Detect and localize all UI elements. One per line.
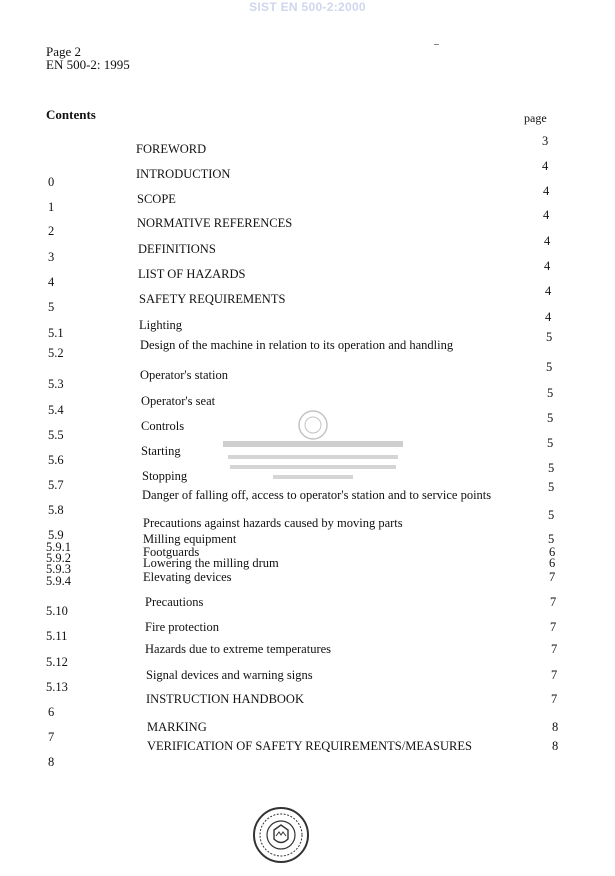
toc-section-number: 7 [48, 730, 55, 744]
toc-page-number: 7 [551, 692, 558, 706]
page-header [46, 45, 130, 71]
toc-section-title: MARKING [147, 720, 207, 734]
toc-section-number: 5.6 [48, 453, 64, 467]
toc-section-number: 5.9.2 [46, 551, 71, 565]
toc-page-number: 7 [551, 668, 558, 682]
toc-section-number: 2 [48, 224, 55, 238]
toc-section-number: 5.10 [46, 604, 68, 618]
toc-section-title: Elevating devices [143, 570, 232, 584]
toc-page-number: 7 [551, 642, 558, 656]
toc-page-number: 6 [549, 545, 556, 559]
toc-section-number: 5.1 [48, 326, 64, 340]
contents-title: Contents [46, 107, 96, 122]
toc-section-title: Precautions against hazards caused by moving parts [143, 516, 403, 530]
toc-page-number: 5 [547, 411, 554, 425]
toc-page-number: 7 [550, 595, 557, 609]
toc-section-title: Stopping [142, 469, 188, 483]
toc-section-title: Fire protection [145, 620, 219, 634]
toc-section-title: NORMATIVE REFERENCES [137, 216, 293, 230]
toc-section-number: 5.5 [48, 428, 64, 442]
toc-section-title: Design of the machine in relation to its operation and handling [140, 338, 454, 352]
toc-section-number: 0 [48, 175, 55, 189]
toc-section-title: Operator's station [140, 368, 228, 382]
toc-section-number: 5.9.1 [46, 540, 71, 554]
toc-section-number: 5.4 [48, 403, 64, 417]
toc-section-title: Footguards [143, 545, 200, 559]
page-column-label: page [524, 111, 547, 125]
toc-section-title: FOREWORD [136, 142, 207, 156]
toc-section-title: Signal devices and warning signs [146, 668, 313, 682]
registry-stamp [218, 405, 408, 515]
toc-section-title: Danger of falling off, access to operator's station and to service points [142, 488, 492, 502]
toc-page-number: 4 [542, 159, 549, 173]
toc-page-number: 5 [546, 330, 553, 344]
toc-page-number: 8 [552, 720, 559, 734]
toc-page-number: 4 [545, 310, 552, 324]
toc-page-number: 4 [544, 259, 551, 273]
toc-section-title: Controls [141, 419, 185, 433]
toc-section-number: 8 [48, 755, 55, 769]
toc-section-number: 5.12 [46, 655, 68, 669]
toc-section-number: 5.9 [48, 528, 64, 542]
toc-section-number: 5.9.3 [46, 562, 71, 576]
page-number: Page 2 [46, 44, 82, 59]
toc-page-number: 4 [544, 234, 551, 248]
toc-page-number: 6 [549, 556, 556, 570]
toc-page-number: 4 [543, 184, 550, 198]
toc-page-number: 4 [543, 208, 550, 222]
toc-section-title: Hazards due to extreme temperatures [145, 642, 332, 656]
watermark: SIST EN 500-2:2000 [249, 0, 366, 14]
toc-section-number: 5.8 [48, 503, 64, 517]
toc-section-number: 5.11 [46, 629, 68, 643]
toc-page-number: 7 [549, 570, 556, 584]
toc-section-number: 5.9.4 [46, 574, 71, 588]
scan-mark [434, 44, 439, 45]
toc-page-number: 5 [546, 360, 553, 374]
toc-page-number: 5 [548, 480, 555, 494]
toc-section-title: Lowering the milling drum [143, 556, 279, 570]
toc-section-title: SCOPE [137, 192, 176, 206]
toc-section-title: VERIFICATION OF SAFETY REQUIREMENTS/MEASURES [147, 739, 472, 753]
toc-page-number: 8 [552, 739, 559, 753]
toc-section-number: 1 [48, 200, 55, 214]
toc-section-number: 5.3 [48, 377, 64, 391]
toc-section-title: Lighting [139, 318, 183, 332]
toc-section-title: Milling equipment [143, 532, 237, 546]
toc-section-title: LIST OF HAZARDS [138, 267, 246, 281]
toc-page-number: 5 [547, 386, 554, 400]
toc-section-number: 5.7 [48, 478, 64, 492]
toc-section-number: 4 [48, 275, 55, 289]
seal-emblem [252, 806, 310, 864]
toc-section-number: 6 [48, 705, 55, 719]
toc-page-number: 4 [545, 284, 552, 298]
toc-section-title: DEFINITIONS [138, 242, 216, 256]
toc-section-number: 5 [48, 300, 55, 314]
toc-page-number: 7 [550, 620, 557, 634]
toc-section-title: Operator's seat [141, 394, 216, 408]
toc-section-title: SAFETY REQUIREMENTS [139, 292, 286, 306]
toc-section-title: INSTRUCTION HANDBOOK [146, 692, 304, 706]
toc-page-number: 5 [548, 461, 555, 475]
toc-page-number: 5 [547, 436, 554, 450]
toc-page-number: 5 [548, 532, 555, 546]
toc-section-title: Starting [141, 444, 181, 458]
toc-section-title: INTRODUCTION [136, 167, 231, 181]
toc-section-number: 5.2 [48, 346, 64, 360]
toc-page-number: 5 [548, 508, 555, 522]
toc-section-title: Precautions [145, 595, 204, 609]
toc-page-number: 3 [542, 134, 549, 148]
toc-section-number: 3 [48, 250, 55, 264]
standard-number: EN 500-2: 1995 [46, 57, 130, 72]
toc-section-number: 5.13 [46, 680, 68, 694]
